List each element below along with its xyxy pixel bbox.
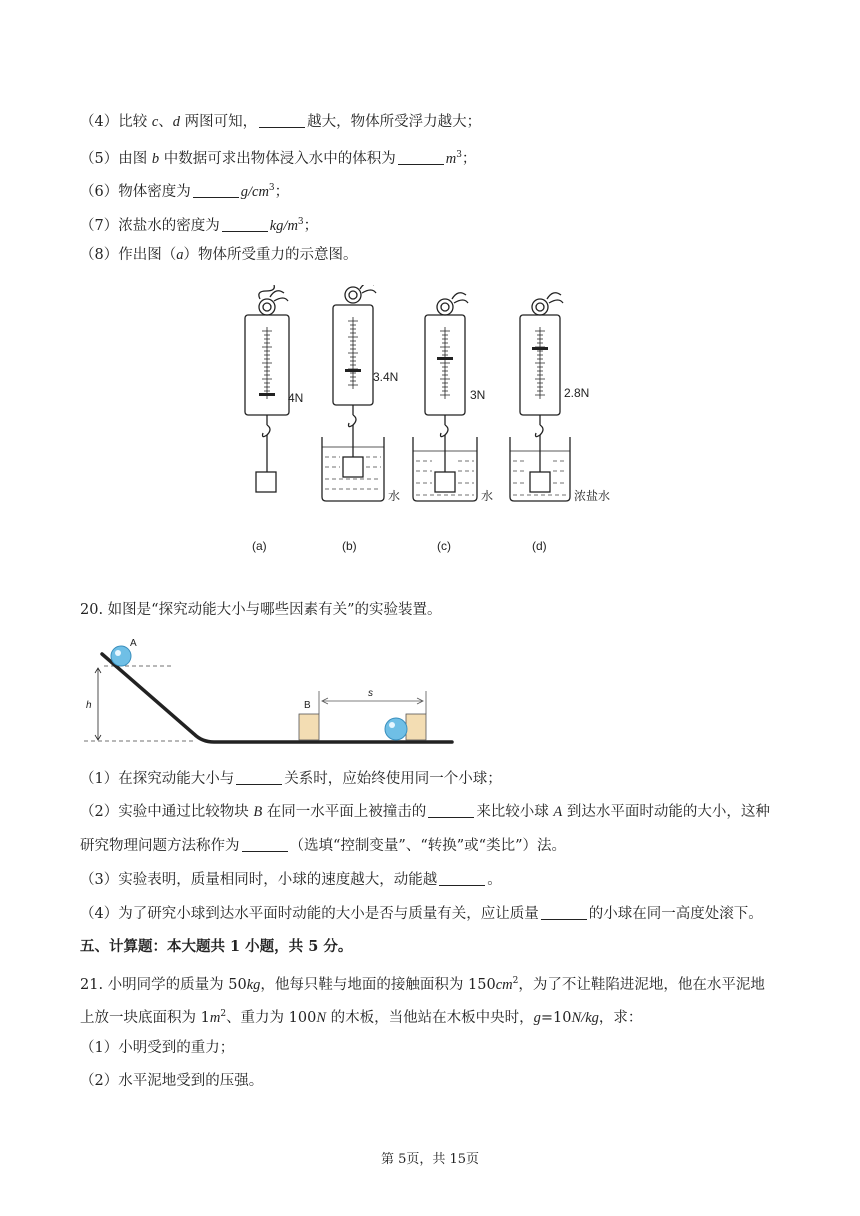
reading-d: 2.8N — [564, 386, 590, 400]
spring-scale-figure — [230, 285, 630, 565]
q21-line1: 21. 小明同学的质量为 50kg，他每只鞋与地面的接触面积为 $150cm^2$，为了不让鞋陷进泥地，他在水平泥地 — [80, 976, 765, 993]
q20-part4: （4）为了研究小球到达水平面时动能的大小是否与质量有关，应让质量 的小球在同一高度处滚下。 — [80, 906, 763, 922]
q21-part1: （1）小明受到的重力； — [80, 1040, 235, 1056]
answer-blank[interactable] — [439, 871, 485, 886]
label-h: h — [86, 700, 92, 711]
q20-part1: （1）在探究动能大小与 关系时，应始终使用同一个小球； — [80, 771, 502, 787]
answer-blank[interactable] — [193, 183, 239, 198]
q20-part3: （3）实验表明，质量相同时，小球的速度越大，动能越 。 — [80, 872, 502, 888]
answer-blank[interactable] — [259, 113, 305, 128]
answer-blank[interactable] — [222, 217, 268, 232]
q21-line2: 上放一块底面积为 $1m^2$、重力为 100N 的木板，当他站在木板中央时，g=10N/kg，求： — [80, 1009, 643, 1026]
q19-part6: （6）物体密度为 $g/cm^3$； — [80, 183, 290, 200]
reading-a: 4N — [288, 391, 304, 405]
caption-b: (b) — [342, 539, 357, 553]
answer-blank[interactable] — [398, 150, 444, 165]
liquid-label-d: 浓盐水 — [574, 489, 611, 503]
caption-d: (d) — [532, 539, 547, 553]
answer-blank[interactable] — [428, 803, 474, 818]
q19-part7: （7）浓盐水的密度为 $kg/m^3$； — [80, 217, 319, 234]
q20-title: 20. 如图是“探究动能大小与哪些因素有关”的实验装置。 — [80, 602, 442, 618]
caption-a: (a) — [252, 539, 267, 553]
kinetic-energy-apparatus — [84, 636, 464, 752]
q19-part4: （4）比较 c、d 两图可知， 越大，物体所受浮力越大； — [80, 114, 482, 130]
label-b: B — [304, 700, 311, 711]
answer-blank[interactable] — [242, 837, 288, 852]
answer-blank[interactable] — [541, 905, 587, 920]
section-heading: 五、计算题：本大题共 1 小题，共 5 分。 — [80, 938, 353, 955]
q21-part2: （2）水平泥地受到的压强。 — [80, 1073, 264, 1089]
q19-part8: （8）作出图（a）物体所受重力的示意图。 — [80, 247, 358, 263]
reading-c: 3N — [470, 388, 486, 402]
liquid-label-b: 水 — [388, 489, 401, 503]
reading-b: 3.4N — [373, 370, 399, 384]
q19-part5: （5）由图 b 中数据可求出物体浸入水中的体积为 $m^3$； — [80, 150, 477, 167]
answer-blank[interactable] — [236, 770, 282, 785]
page-footer: 第 5页，共 15页 — [380, 1152, 480, 1167]
q20-part2-cont: 研究物理问题方法称作为 （选填“控制变量”、“转换”或“类比”）法。 — [80, 838, 566, 854]
label-a: A — [130, 638, 137, 649]
caption-c: (c) — [437, 539, 451, 553]
q20-part2: （2）实验中通过比较物块 B 在同一水平面上被撞击的 来比较小球 A 到达水平面时动能的大小，这种 — [80, 804, 770, 820]
label-s: s — [368, 688, 373, 699]
liquid-label-c: 水 — [481, 489, 494, 503]
